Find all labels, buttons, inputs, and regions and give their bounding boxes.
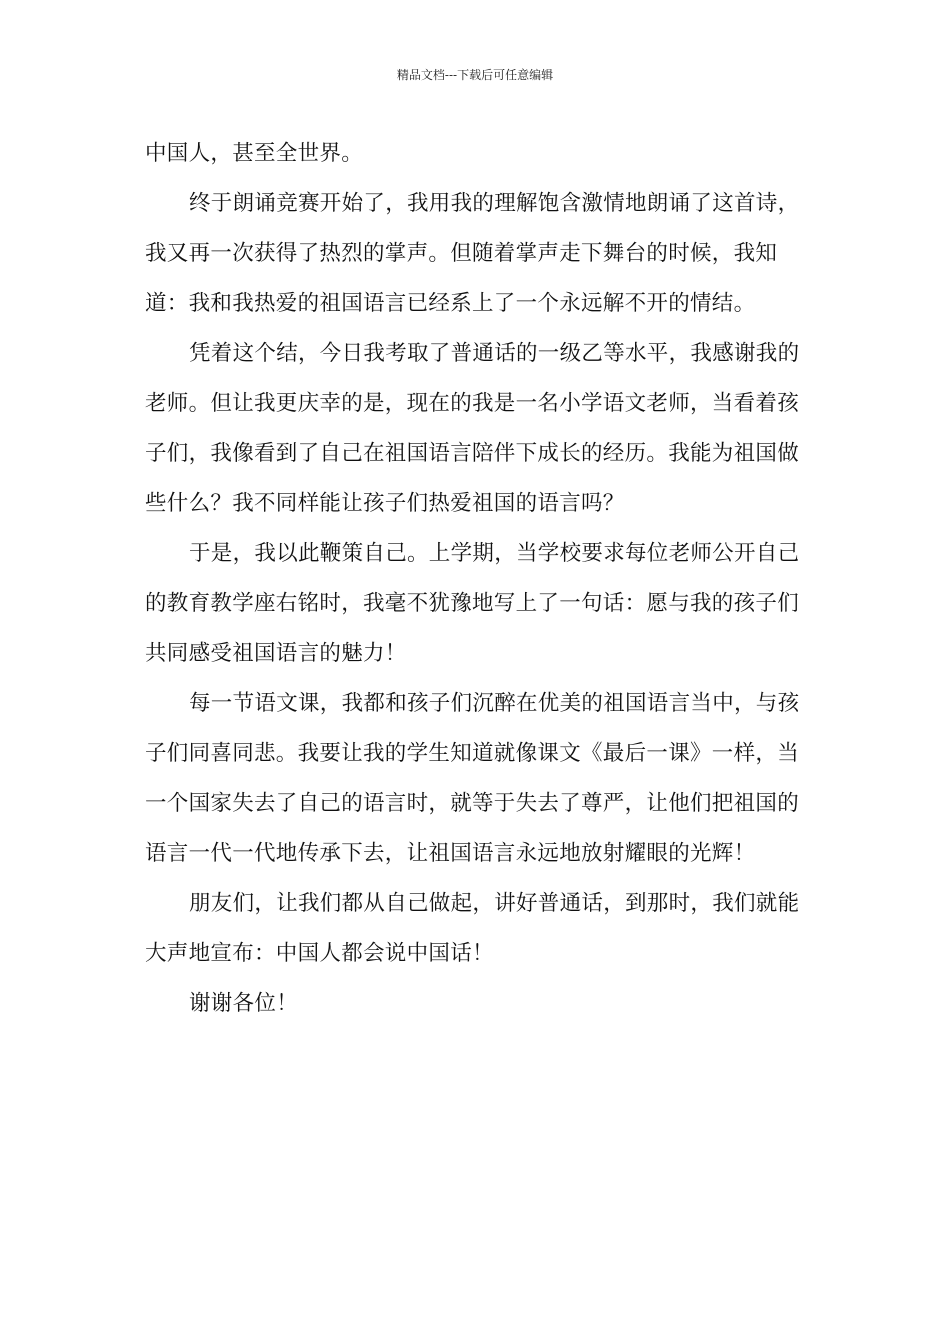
paragraph-1: 中国人，甚至全世界。 — [145, 141, 364, 166]
paragraph-6: 朋友们，让我们都从自己做起，讲好普通话，到那时，我们就能大声地宣布：中国人都会说中国话！ — [145, 891, 800, 966]
document-body — [145, 129, 810, 1029]
paragraph-3: 凭着这个结，今日我考取了普通话的一级乙等水平，我感谢我的老师。但让我更庆幸的是，现在的我是一名小学语文老师，当看着孩子们，我像看到了自己在祖国语言陪伴下成长的经历。我能为祖国做些什么？我不同样能让孩子们热爱祖国的语言吗？ — [145, 341, 800, 516]
paragraph-5: 每一节语文课，我都和孩子们沉醉在优美的祖国语言当中，与孩子们同喜同悲。我要让我的学生知道就像课文《最后一课》一样，当一个国家失去了自己的语言时，就等于失去了尊严，让他们把祖国的语言一代一代地传承下去，让祖国语言永远地放射耀眼的光辉！ — [145, 691, 800, 866]
paragraph-7: 谢谢各位！ — [189, 991, 299, 1016]
paragraph-4: 于是，我以此鞭策自己。上学期，当学校要求每位老师公开自己的教育教学座右铭时，我毫不犹豫地写上了一句话：愿与我的孩子们共同感受祖国语言的魅力！ — [145, 541, 800, 666]
page-header: 精品文档---下载后可任意编辑 — [396, 68, 554, 82]
paragraph-2: 终于朗诵竞赛开始了，我用我的理解饱含激情地朗诵了这首诗，我又再一次获得了热烈的掌声。但随着掌声走下舞台的时候，我知道：我和我热爱的祖国语言已经系上了一个永远解不开的情结。 — [145, 191, 800, 316]
